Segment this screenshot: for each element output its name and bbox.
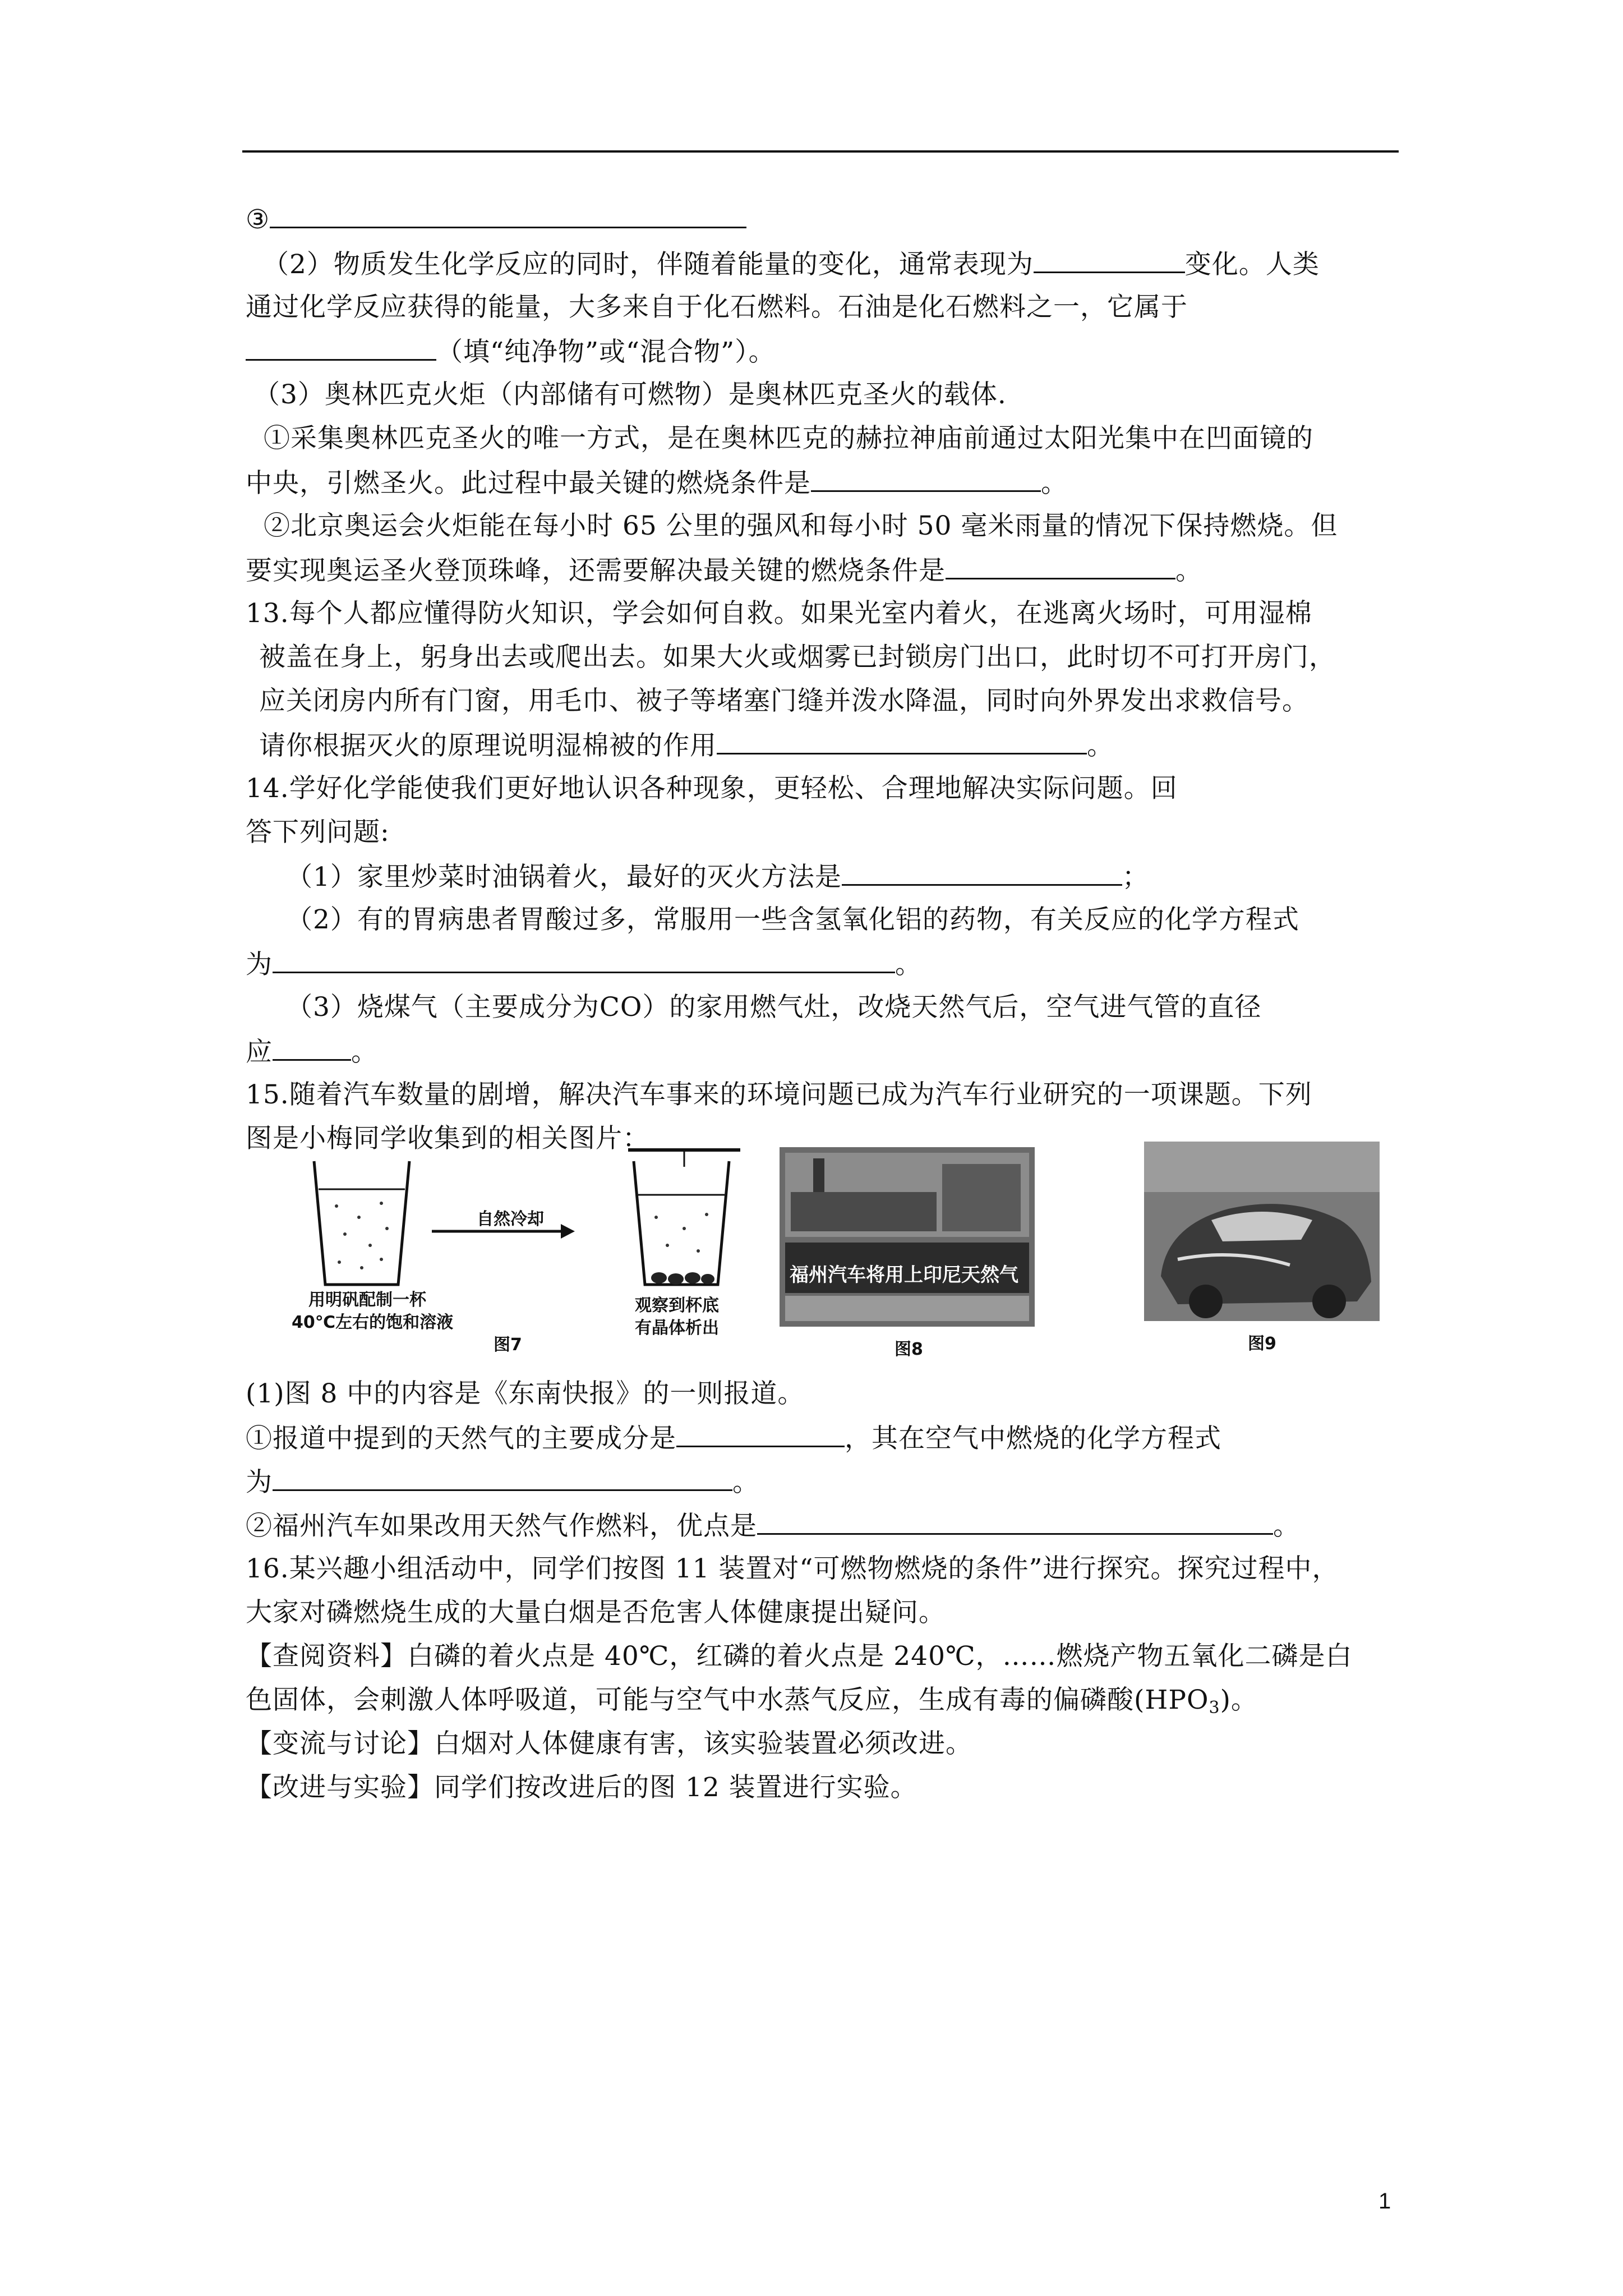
- figure-9-label: 图9: [1248, 1334, 1276, 1354]
- q14-line2: 答下列问题:: [246, 817, 390, 848]
- newspaper-headline: 福州汽车将用上印尼天然气: [790, 1264, 1018, 1286]
- answer-blank[interactable]: [842, 859, 1122, 886]
- answer-blank[interactable]: [270, 202, 746, 228]
- answer-blank[interactable]: [246, 334, 436, 361]
- right-beaker-caption-1: 观察到杯底: [635, 1296, 719, 1315]
- answer-blank[interactable]: [757, 1508, 1273, 1535]
- q14-sub2-answer: 为 。: [246, 947, 922, 982]
- figure-8: [780, 1147, 1038, 1372]
- q14-sub1: （1）家里炒菜时油锅着火，最好的灭火方法是 ；: [286, 859, 1149, 894]
- q12-item3: ③: [246, 202, 746, 237]
- q15-sub1a-answer: 为 。: [246, 1465, 759, 1499]
- q13-line4: 请你根据灭火的原理说明湿棉被的作用 。: [259, 728, 1114, 763]
- figure-9: [1144, 1142, 1380, 1372]
- left-beaker-caption-1: 用明矾配制一杯: [308, 1290, 426, 1310]
- q14-sub3-answer: 应 。: [246, 1034, 378, 1069]
- q16-line5: 【变流与讨论】白烟对人体健康有害，该实验装置必须改进。: [246, 1728, 972, 1759]
- q13-line1: 13.每个人都应懂得防火知识，学会如何自救。如果光室内着火，在逃离火场时，可用湿棉: [246, 598, 1312, 629]
- answer-blank[interactable]: [811, 466, 1041, 492]
- q13-line2: 被盖在身上，躬身出去或爬出去。如果大火或烟雾已封锁房门出口，此时切不可打开房门，: [259, 642, 1336, 673]
- answer-blank[interactable]: [946, 553, 1175, 579]
- q15-sub1a: ①报道中提到的天然气的主要成分是 ，其在空气中燃烧的化学方程式: [246, 1421, 1221, 1456]
- figure-7: [292, 1133, 751, 1369]
- q16-line4: 色固体，会刺激人体呼吸道，可能与空气中水蒸气反应，生成有毒的偏磷酸$(HPO_3)$。: [246, 1685, 1258, 1718]
- q15-line2: 图是小梅同学收集到的相关图片：: [246, 1123, 649, 1154]
- header-rule: [242, 150, 1399, 153]
- q12-part2-line1: （2）物质发生化学反应的同时，伴随着能量的变化，通常表现为 变化。人类: [262, 247, 1320, 282]
- q15-sub1b: ②福州汽车如果改用天然气作燃料，优点是 。: [246, 1508, 1300, 1543]
- answer-blank[interactable]: [273, 1465, 732, 1491]
- q14-sub3: （3）烧煤气（主要成分为CO）的家用燃气灶，改烧天然气后，空气进气管的直径: [286, 992, 1262, 1023]
- q12-part3-line3: 中央，引燃圣火。此过程中最关键的燃烧条件是 。: [246, 466, 1068, 500]
- q12-part2-line3: （填“纯净物”或“混合物”）。: [246, 334, 776, 369]
- q16-line3: 【查阅资料】白磷的着火点是 40℃，红磷的着火点是 240℃，……燃烧产物五氧化二磷是白: [246, 1641, 1353, 1672]
- figure-7-label: 图7: [494, 1335, 522, 1355]
- q14-line1: 14.学好化学能使我们更好地认识各种现象，更轻松、合理地解决实际问题。回: [246, 773, 1178, 804]
- q12-part3-line1: （3）奥林匹克火炬（内部储有可燃物）是奥林匹克圣火的载体.: [253, 379, 1007, 410]
- q12-part2-line2: 通过化学反应获得的能量，大多来自于化石燃料。石油是化石燃料之一，它属于: [246, 292, 1188, 323]
- answer-blank[interactable]: [717, 728, 1087, 754]
- newspaper-clipping-image: [780, 1147, 1038, 1332]
- q16-line2: 大家对磷燃烧生成的大量白烟是否危害人体健康提出疑问。: [246, 1597, 946, 1628]
- page-number: 1: [1378, 2189, 1391, 2214]
- left-beaker-caption-2: 40℃左右的饱和溶液: [292, 1313, 454, 1332]
- figure-8-label: 图8: [895, 1340, 923, 1359]
- q16-line6: 【改进与实验】同学们按改进后的图 12 装置进行实验。: [246, 1772, 917, 1803]
- car-photo-image: [1144, 1142, 1380, 1327]
- q12-part3-line5: 要实现奥运圣火登顶珠峰，还需要解决最关键的燃烧条件是 。: [246, 553, 1202, 588]
- answer-blank[interactable]: [273, 1034, 351, 1061]
- q14-sub2: （2）有的胃病患者胃酸过多，常服用一些含氢氧化铝的药物，有关反应的化学方程式: [286, 904, 1299, 935]
- answer-blank[interactable]: [676, 1421, 845, 1447]
- q12-part3-line4: ②北京奥运会火炬能在每小时 65 公里的强风和每小时 50 毫米雨量的情况下保持燃烧。但: [264, 510, 1338, 541]
- right-beaker-caption-2: 有晶体析出: [635, 1318, 719, 1338]
- q13-line3: 应关闭房内所有门窗，用毛巾、被子等堵塞门缝并泼水降温，同时向外界发出求救信号。: [259, 685, 1309, 716]
- q12-part3-line2: ①采集奥林匹克圣火的唯一方式，是在奥林匹克的赫拉神庙前通过太阳光集中在凹面镜的: [264, 423, 1313, 454]
- q16-line1: 16.某兴趣小组活动中，同学们按图 11 装置对“可燃物燃烧的条件”进行探究。探究过程中，: [246, 1553, 1339, 1584]
- answer-blank[interactable]: [1034, 247, 1185, 273]
- q15-sub1: (1)图 8 中的内容是《东南快报》的一则报道。: [246, 1378, 805, 1409]
- q15-line1: 15.随着汽车数量的剧增，解决汽车事来的环境问题已成为汽车行业研究的一项课题。下列: [246, 1079, 1312, 1110]
- answer-blank[interactable]: [273, 947, 895, 973]
- arrow-label: 自然冷却: [477, 1209, 544, 1229]
